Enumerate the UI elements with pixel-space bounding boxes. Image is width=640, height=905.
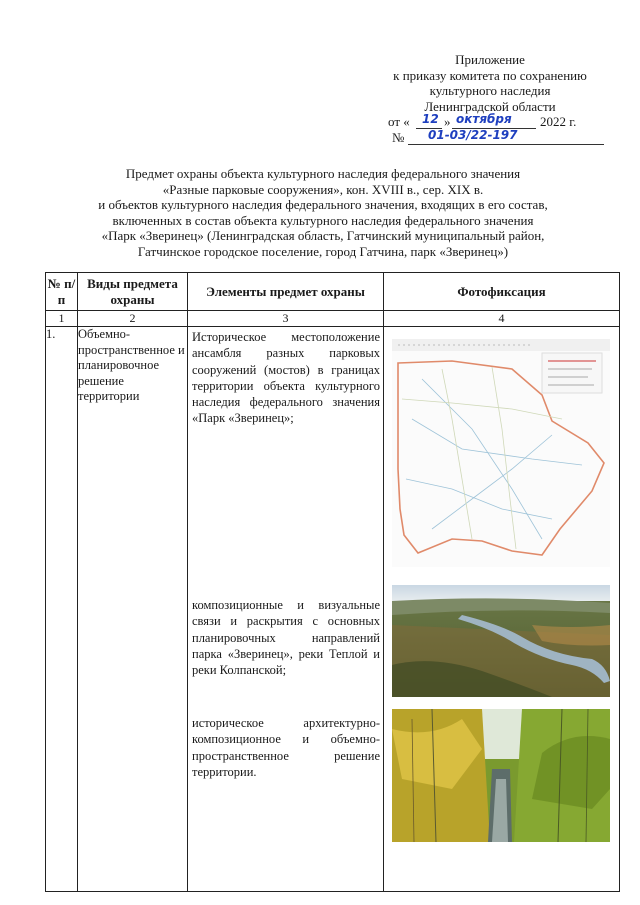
- title-line-2: «Разные парковые сооружения», кон. XVIII в., сер. XIX в.: [162, 181, 484, 197]
- header-num: № п/п: [46, 273, 78, 311]
- protection-table: [45, 272, 620, 892]
- element-1-text: Историческое местоположение ансамбля разных парковых сооружений (мостов) в границах территории объекта культурного наследия федерального значения «Парк «Зверинец»;: [192, 330, 380, 426]
- approval-line-4: Ленинградской области: [424, 98, 556, 114]
- row-photos: [384, 327, 620, 892]
- col-number-4: 4: [384, 311, 620, 327]
- table-row: [46, 327, 620, 892]
- col-number-2: 2: [78, 311, 188, 327]
- title-line-4: включенных в состав объекта культурного наследия федерального значения: [112, 212, 534, 228]
- approval-line-3: культурного наследия: [429, 83, 551, 98]
- header-photo: Фотофиксация: [384, 273, 620, 311]
- forest-canal-photo: [392, 709, 610, 842]
- header-kind: Виды предмета охраны: [78, 273, 188, 311]
- handwritten-month: октября: [456, 112, 512, 126]
- table-number-row: [46, 311, 620, 327]
- title-line-5: «Парк «Зверинец» (Ленинградская область, Гатчинский муниципальный район,: [101, 228, 545, 244]
- park-boundary-map: [392, 339, 610, 567]
- table-header-row: [46, 273, 620, 311]
- col-number-3: 3: [188, 311, 384, 327]
- handwritten-number: 01-03/22-197: [428, 127, 518, 142]
- number-prefix: №: [392, 129, 405, 145]
- title-line-3: и объектов культурного наследия федерального значения, входящих в его состав,: [98, 197, 548, 213]
- col-number-1: 1: [46, 311, 78, 327]
- date-prefix: от «: [388, 114, 410, 129]
- row-elements: [188, 327, 384, 892]
- number-underline: [408, 144, 604, 145]
- approval-number-line: [392, 127, 610, 146]
- approval-block: [370, 52, 610, 145]
- date-year: 2022 г.: [540, 114, 577, 129]
- document-title: [40, 166, 606, 260]
- title-line-1: Предмет охраны объекта культурного наследия федерального значения: [125, 166, 521, 181]
- element-3-text: историческое архитектурно-композиционное и объемно-пространственное решение территории.: [192, 716, 380, 779]
- element-2-text: композиционные и визуальные связи и раскрытия с основных планировочных направлений парка «Зверинец», реки Теплой и реки Колпанской;: [192, 598, 380, 678]
- handwritten-day: 12: [422, 112, 439, 126]
- aerial-landscape-photo: [392, 585, 610, 697]
- approval-line-1: Приложение: [455, 52, 525, 67]
- title-line-6: Гатчинское городское поселение, город Гатчина, парк «Зверинец»): [137, 243, 509, 259]
- approval-line-2: к приказу комитета по сохранению: [393, 67, 587, 83]
- row-number: 1.: [46, 327, 78, 892]
- header-elements: Элементы предмет охраны: [188, 273, 384, 311]
- date-mid: »: [444, 114, 451, 129]
- row-kind: Объемно-пространственное и планировочное решение территории: [78, 327, 188, 892]
